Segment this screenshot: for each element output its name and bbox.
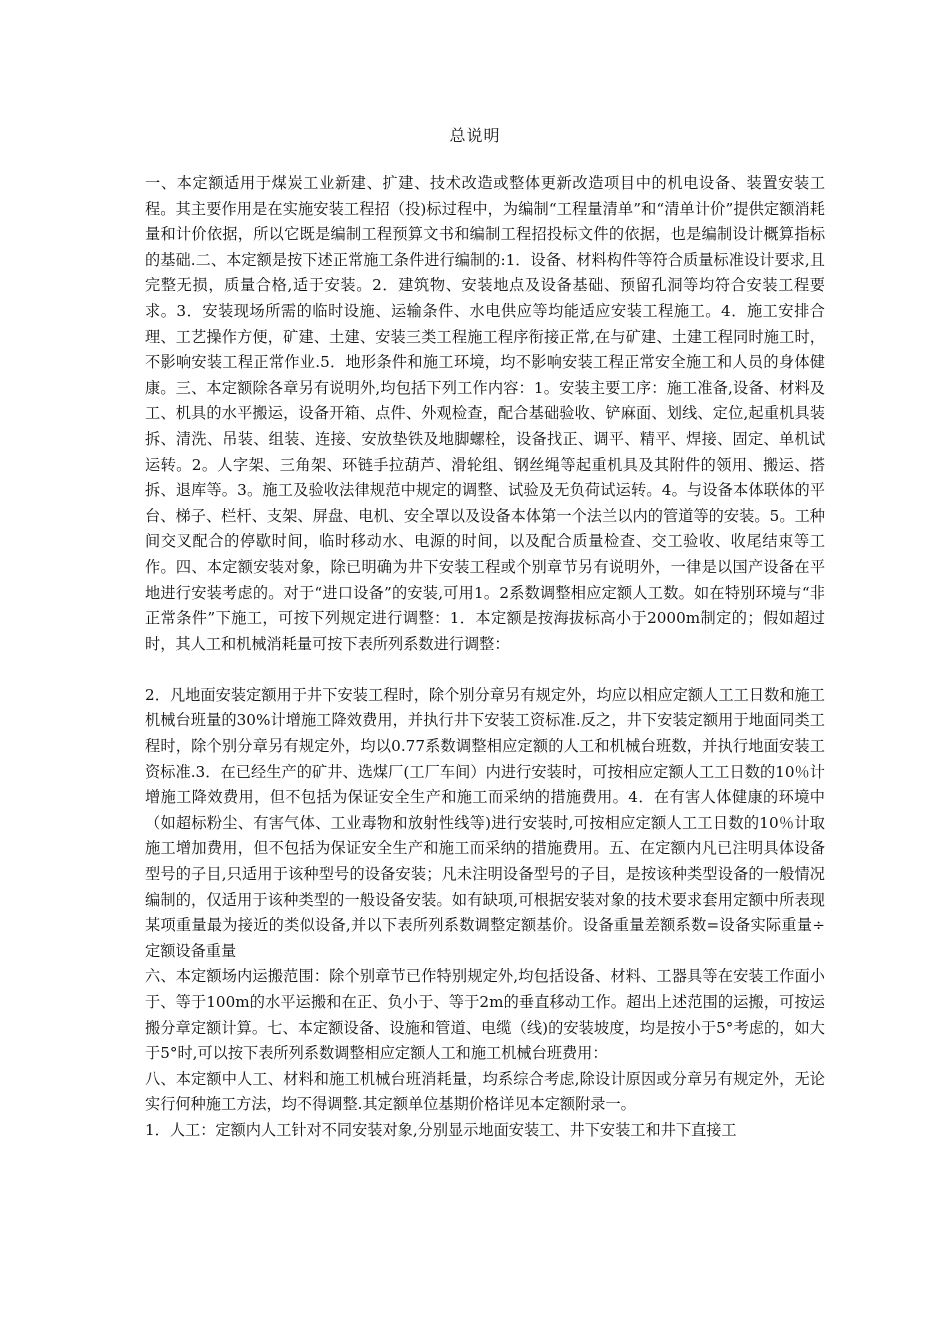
page-title: 总说明: [449, 126, 501, 145]
paragraph-gap: [145, 657, 825, 683]
paragraph-1: 一、本定额适用于煤炭工业新建、扩建、技术改造或整体更新改造项目中的机电设备、装置安装工程。其主要作用是在实施安装工程招（投)标过程中，为编制“工程量清单”和“清单计价”提供定额消耗量和计价依据，所以它既是编制工程预算文书和编制工程招投标文件的依据，也是编制设计概算指标的基础.二、本定额是按下述正常施工条件进行编制的:1．设备、材料构件等符合质量标准设计要求,且完整无损，质量合格,适于安装。2．建筑物、安装地点及设备基础、预留孔洞等均符合安装工程要求。3．安装现场所需的临时设施、运输条件、水电供应等均能适应安装工程施工。4．施工安排合理、工艺操作方便，矿建、土建、安装三类工程施工程序衔接正常,在与矿建、土建工程同时施工时，不影响安装工程正常作业.5．地形条件和施工环境，均不影响安装工程正常安全施工和人员的身体健康。三、本定额除各章另有说明外,均包括下列工作内容：1。安装主要工序：施工准备,设备、材料及工、机具的水平搬运，设备开箱、点件、外观检查，配合基础验收、铲麻面、划线、定位,起重机具装拆、清洗、吊装、组装、连接、安放垫铁及地脚螺栓，设备找正、调平、精平、焊接、固定、单机试运转。2。人字架、三角架、环链手拉葫芦、滑轮组、钢丝绳等起重机具及其附件的领用、搬运、搭拆、退库等。3。施工及验收法律规范中规定的调整、试验及无负荷试运转。4。与设备本体联体的平台、梯子、栏杆、支架、屏盘、电机、安全罩以及设备本体第一个法兰以内的管道等的安装。5。工种间交叉配合的停歇时间，临时移动水、电源的时间，以及配合质量检查、交工验收、收尾结束等工作。四、本定额安装对象，除已明确为井下安装工程或个别章节另有说明外，一律是以国产设备在平地进行安装考虑的。对于“进口设备”的安装,可用1。2系数调整相应定额人工数。如在特别环境与“非正常条件”下施工，可按下列规定进行调整：1．本定额是按海拔标高小于2000m制定的；假如超过时，其人工和机械消耗量可按下表所列系数进行调整：: [145, 174, 825, 653]
document-body: [145, 171, 825, 1144]
paragraph-4: 八、本定额中人工、材料和施工机械台班消耗量，均系综合考虑,除设计原因或分章另有规定外，无论实行何种施工方法，均不得调整.其定额单位基期价格详见本定额附录一。: [145, 1069, 825, 1114]
paragraph-2: 2．凡地面安装定额用于井下安装工程时，除个别分章另有规定外，均应以相应定额人工工日数和施工机械台班量的30%计增施工降效费用，并执行井下安装工资标准.反之，井下安装定额用于地面同类工程时，除个别分章另有规定外，均以0.77系数调整相应定额的人工和机械台班数，并执行地面安装工资标准.3．在已经生产的矿井、选煤厂(工厂车间）内进行安装时，可按相应定额人工工日数的10％计增施工降效费用，但不包括为保证安全生产和施工而采纳的措施费用。4．在有害人体健康的环境中（如超标粉尘、有害气体、工业毒物和放射性线等)进行安装时,可按相应定额人工工日数的10％计取施工增加费用，但不包括为保证安全生产和施工而采纳的措施费用。五、在定额内凡已注明具体设备型号的子目,只适用于该种型号的设备安装；凡未注明设备型号的子目，是按该种类型设备的一般情况编制的，仅适用于该种类型的一般设备安装。如有缺项,可根据安装对象的技术要求套用定额中所表现某项重量最为接近的类似设备,并以下表所列系数调整定额基价。设备重量差额系数=设备实际重量÷定额设备重量: [145, 685, 825, 960]
paragraph-5: 1．人工：定额内人工针对不同安装对象,分别显示地面安装工、井下安装工和井下直接工: [145, 1120, 737, 1139]
paragraph-3: 六、本定额场内运搬范围：除个别章节已作特别规定外,均包括设备、材料、工器具等在安装工作面小于、等于100m的水平运搬和在正、负小于、等于2m的垂直移动工作。超出上述范围的运搬，可按运搬分章定额计算。七、本定额设备、设施和管道、电缆（线)的安装坡度，均是按小于5°考虑的，如大于5°时,可以按下表所列系数调整相应定额人工和施工机械台班费用：: [145, 967, 825, 1063]
